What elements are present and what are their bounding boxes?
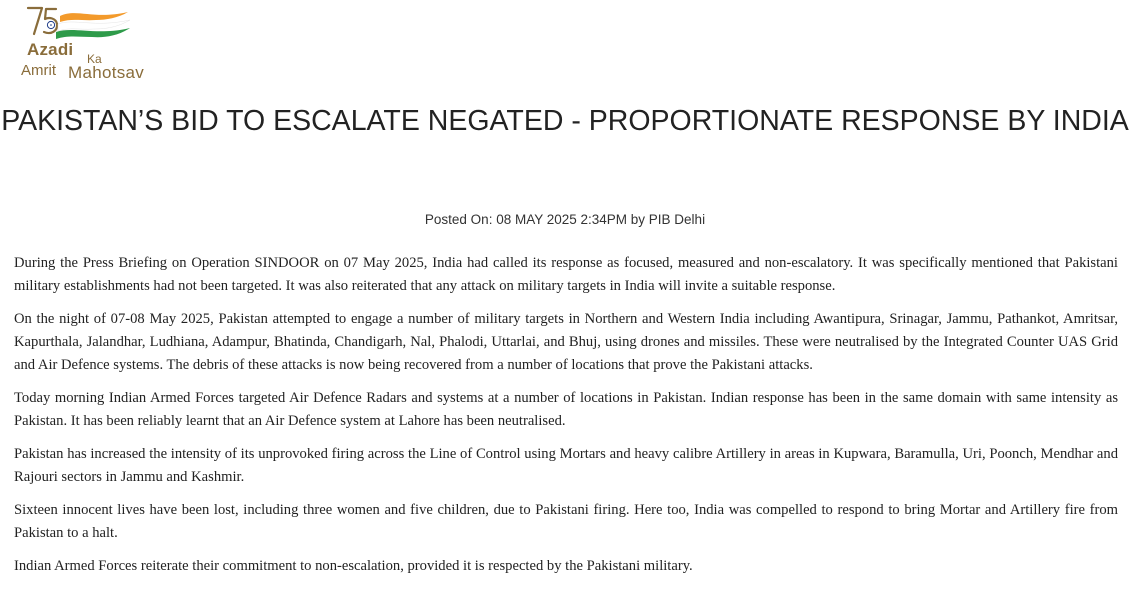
article-title: PAKISTAN’S BID TO ESCALATE NEGATED - PROPORTIONATE RESPONSE BY INDIA [1, 105, 1129, 137]
logo-azadi-text: Azadi [27, 40, 74, 59]
article-paragraph: Pakistan has increased the intensity of its unprovoked firing across the Line of Control using Mortars and heavy calibre Artillery in areas in Kupwara, Baramulla, Uri, Poonch, Mendhar and Rajouri sectors in Jammu and Kashmir. [14, 446, 1118, 485]
article-paragraph: Today morning Indian Armed Forces targeted Air Defence Radars and systems at a number of locations in Pakistan. Indian response has been in the same domain with same intensity as Pakistan. It has been reliably learnt that an Air Defence system at Lahore has been neutralised. [14, 390, 1118, 429]
logo-ka-text: Ka [87, 52, 102, 66]
logo-mahotsav-text: Mahotsav [68, 63, 145, 82]
article-body [14, 252, 1118, 588]
posted-on-line: Posted On: 08 MAY 2025 2:34PM by PIB Delhi [424, 212, 706, 227]
logo-amrit-text: Amrit [21, 62, 56, 79]
article-paragraph: Sixteen innocent lives have been lost, including three women and five children, due to Pakistani firing. Here too, India was compelled to respond to bring Mortar and Artillery fire from Pakistan to a halt. [14, 502, 1118, 541]
article-paragraph: Indian Armed Forces reiterate their commitment to non-escalation, provided it is respected by the Pakistani military. [14, 558, 693, 574]
article-paragraph: During the Press Briefing on Operation SINDOOR on 07 May 2025, India had called its response as focused, measured and non-escalatory. It was specifically mentioned that Pakistani military establishments had not been targeted. It was also reiterated that any attack on military targets in India will invite a suitable response. [14, 255, 1118, 294]
azadi-ka-amrit-mahotsav-logo[interactable] [18, 4, 168, 84]
article-paragraph: On the night of 07-08 May 2025, Pakistan attempted to engage a number of military targets in Northern and Western India including Awantipura, Srinagar, Jammu, Pathankot, Amritsar, Kapurthala, Jalandhar, Ludhiana, Adampur, Bhatinda, Chandigarh, Nal, Phalodi, Uttarlai, and Bhuj, using drones and missiles. These were neutralised by the Integrated Counter UAS Grid and Air Defence systems. The debris of these attacks is now being recovered from a number of locations that prove the Pakistani attacks. [14, 311, 1118, 373]
